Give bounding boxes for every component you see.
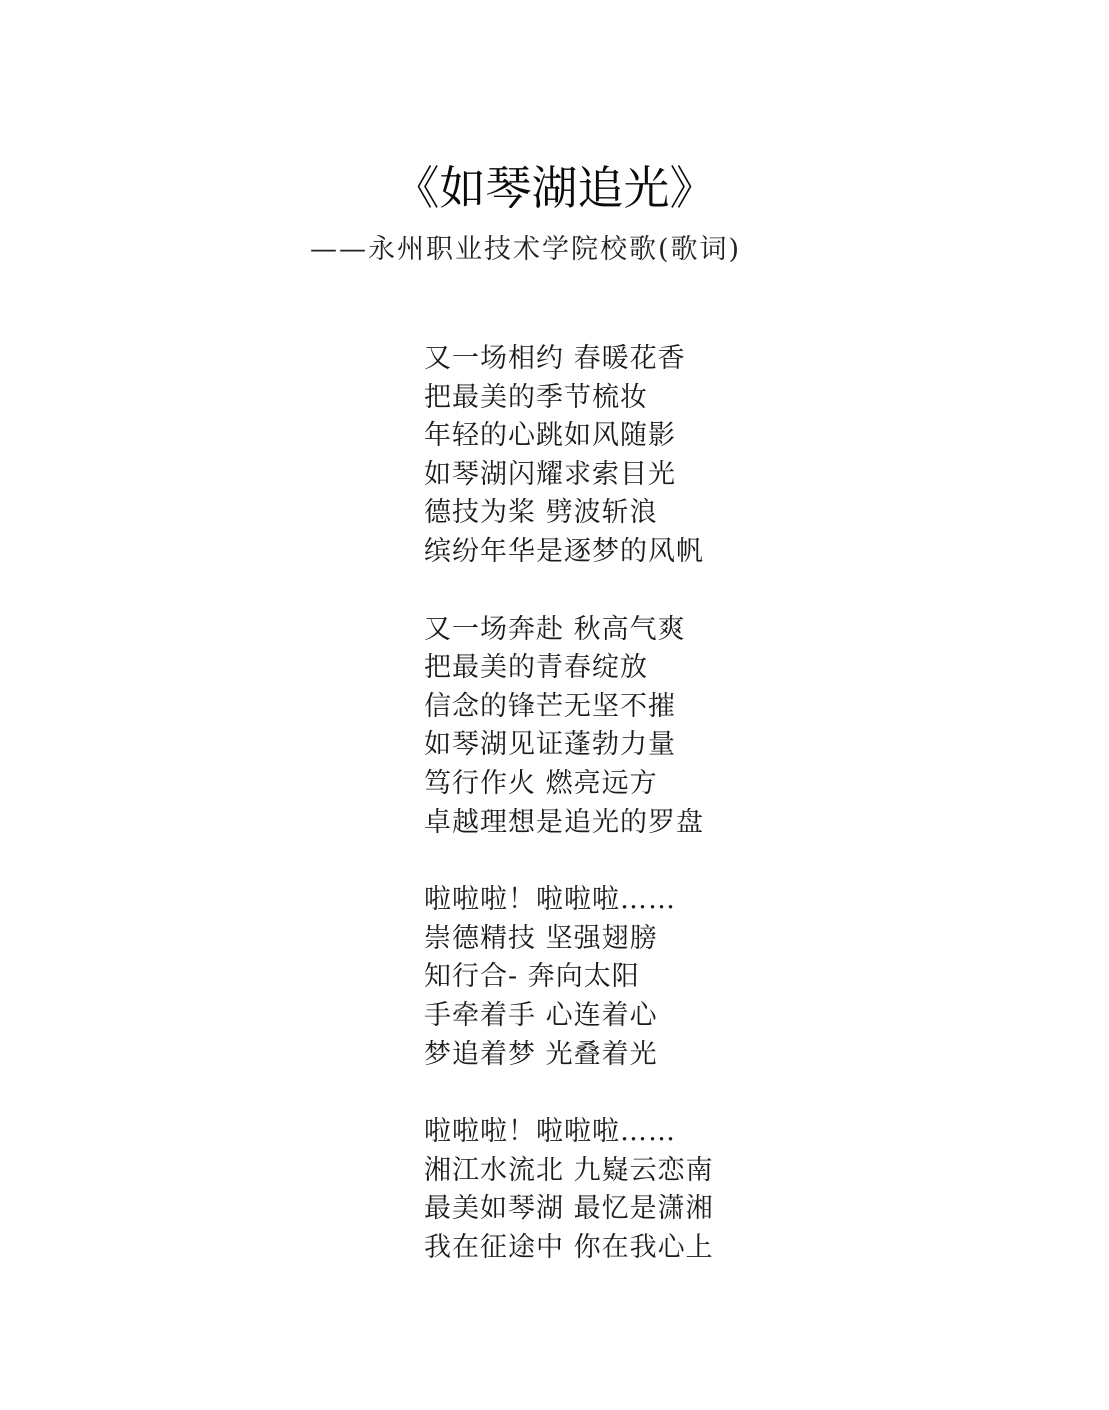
lyric-line: 湘江水流北 九嶷云恋南 (424, 1154, 714, 1186)
lyric-line: 又一场相约 春暖花香 (424, 343, 686, 374)
lyric-line: 又一场奔赴 秋高气爽 (424, 613, 686, 645)
song-title: 《如琴湖追光》 (393, 161, 716, 215)
lyric-line: 崇德精技 坚强翅膀 (424, 922, 658, 954)
lyric-line: 啦啦啦！啦啦啦…… (424, 1116, 676, 1148)
lyric-line: 如琴湖见证蓬勃力量 (424, 729, 676, 761)
lyric-line: 把最美的季节梳妆 (424, 381, 648, 413)
stanza-4 (424, 1113, 1064, 1267)
lyric-line: 年轻的心跳如风随影 (424, 420, 676, 452)
stanza-1 (424, 340, 1064, 572)
lyric-line: 卓越理想是追光的罗盘 (424, 806, 704, 838)
stanza-2 (424, 611, 1064, 843)
lyric-line: 把最美的青春绽放 (424, 652, 648, 684)
stanza-3 (424, 881, 1064, 1074)
lyric-line: 德技为桨 劈波斩浪 (424, 497, 658, 529)
lyric-line: 如琴湖闪耀求索目光 (424, 458, 676, 490)
lyric-line: 我在征途中 你在我心上 (424, 1231, 714, 1263)
lyric-line: 知行合- 奔向太阳 (424, 961, 640, 993)
lyric-line: 手牵着手 心连着心 (424, 999, 658, 1031)
lyrics-block (424, 340, 1064, 1306)
lyric-line: 最美如琴湖 最忆是潇湘 (424, 1193, 714, 1225)
song-subtitle: ——永州职业技术学院校歌(歌词) (310, 234, 742, 265)
lyric-line: 缤纷年华是逐梦的风帆 (424, 535, 704, 567)
lyric-line: 笃行作火 燃亮远方 (424, 767, 658, 799)
lyric-line: 信念的锋芒无坚不摧 (424, 690, 676, 722)
lyric-line: 梦追着梦 光叠着光 (424, 1038, 658, 1070)
lyric-line: 啦啦啦！啦啦啦…… (424, 884, 676, 916)
